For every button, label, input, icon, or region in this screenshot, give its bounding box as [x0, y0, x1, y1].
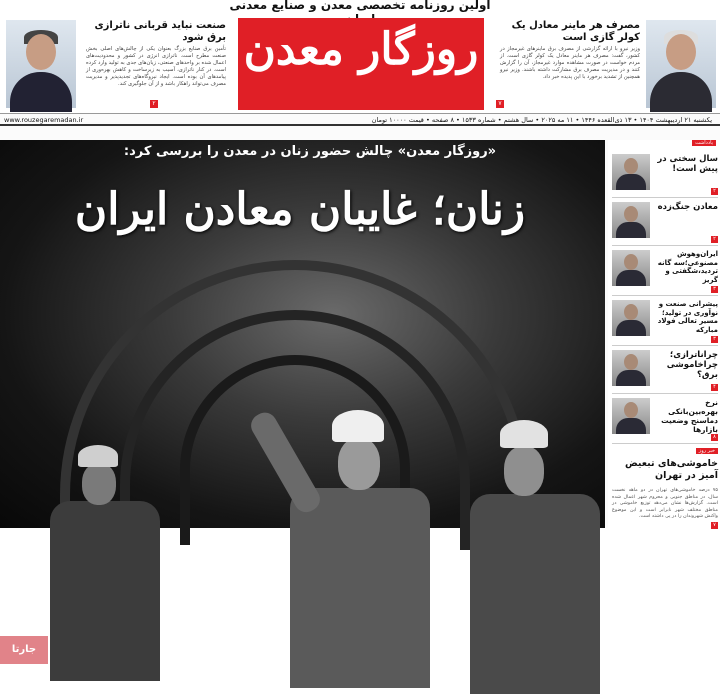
author-thumbnail	[612, 202, 650, 238]
sidebar-item[interactable]	[612, 348, 718, 394]
sidebar-item-page: ۲	[711, 188, 718, 195]
sidebar-item-title: پیشرانی صنعت و نوآوری در تولید؛ مسیر تعالی فولاد مبارکه	[657, 300, 718, 334]
sidebar-item-title: معادن جنگ‌زده	[657, 202, 718, 212]
author-thumbnail	[612, 250, 650, 286]
left-story-page: ۲	[150, 100, 158, 108]
miner-figure	[50, 445, 160, 675]
right-story-body: وزیر نیرو با ارائه گزارشی از مصرف برق ماینرهای غیرمجاز در کشور، گفت: مصرف هر ماینر معادل یک کولر گازی است. از مردم خواست در صورت مشاهده موارد غیرمجاز، آن را گزارش کنند و در مدیریت مصرف برق مشارکت داشته باشند. وزیر نیرو همچنین از تشدید برخورد با این پدیده خبر داد.	[500, 46, 640, 80]
main-kicker: «روزگار معدن» چالش حضور زنان در معدن را بررسی کرد:	[123, 144, 497, 159]
bottom-story-page: ۷	[711, 522, 718, 529]
right-story-title: مصرف هر ماینر معادل یک کولر گازی است	[511, 20, 640, 43]
author-thumbnail	[612, 398, 650, 434]
author-thumbnail	[612, 154, 650, 190]
watermark-logo: جارتا	[0, 636, 48, 664]
miner-figure	[470, 420, 600, 680]
sidebar-item[interactable]	[612, 248, 718, 296]
woman-miner-figure	[260, 410, 430, 680]
sidebar-column	[608, 140, 720, 528]
author-thumbnail	[612, 350, 650, 386]
sidebar-item-page: ۴	[711, 384, 718, 391]
main-story-photo[interactable]	[0, 140, 605, 655]
sidebar-item-title: چراناترازی؛ چراخاموشی برق؟	[666, 350, 718, 380]
sidebar-item[interactable]	[612, 152, 718, 198]
main-headline[interactable]: زنان؛ غایبان معادن ایران	[74, 184, 526, 235]
logo-text: روزگار معدن	[243, 24, 479, 75]
sidebar-item[interactable]	[612, 396, 718, 444]
logo[interactable]	[238, 18, 484, 110]
right-story-photo	[646, 20, 716, 108]
dateline-bar	[0, 114, 720, 126]
sidebar-item[interactable]	[612, 200, 718, 246]
right-story[interactable]	[490, 18, 718, 110]
sidebar-tag: یادداشت	[692, 140, 716, 146]
bottom-story-body: ۷۵ درصد خاموشی‌های تهران در دو ماهه نخست سال، در مناطق جنوبی و محروم شهر اعمال شده است. گزارش‌ها نشان می‌دهد توزیع خاموشی در مناطق مختلف شهر نابرابر است و این موضوع واکنش شهروندان را در پی داشته است.	[612, 488, 718, 519]
masthead-header	[0, 0, 720, 114]
sidebar-item-page: ۸	[711, 434, 718, 441]
sidebar-item-page: ۳	[711, 336, 718, 343]
bottom-story-tag: خبر روز	[696, 448, 718, 454]
author-thumbnail	[612, 300, 650, 336]
sidebar-item-title: ایران‌وهوش مصنوعی؛سه گانه تردید،شگفتی و گریز	[657, 250, 718, 284]
left-story-body: تأمین برق صنایع بزرگ بعنوان یکی از چالش‌های اصلی بخش صنعت مطرح است. ناترازی انرژی در کشور و محدودیت‌های اعمال شده بر واحدهای صنعتی، زیان‌های جدی به تولید وارد کرده است. در کنار ناترازی، آسیب به زیرساخت و کاهش بهره‌وری از پیامدهای آن بوده است. ایجاد نیروگاه‌های تجدیدپذیر و مدیریت مصرف می‌تواند راهکار باشد و از آن جلوگیری کند.	[86, 46, 226, 87]
tagline: اولین روزنامه تخصصی معدن و صنایع معدنی	[229, 0, 491, 12]
sidebar-item[interactable]	[612, 298, 718, 346]
sidebar-item-title: سال سختی در پیش است!	[657, 154, 718, 174]
left-story-photo	[6, 20, 76, 108]
right-story-page: ۷	[496, 100, 504, 108]
left-story-title: صنعت نباید قربانی ناترازی برق شود	[94, 20, 226, 43]
issue-date: یکشنبه ۲۱ اردیبهشت ۱۴۰۴ • ۱۳ ذی‌القعده ۱۴۴۶ • ۱۱ مه ۲۰۲۵ • سال هشتم • شماره ۱۵۳۳ • ۸ صفحه • قیمت ۱۰۰۰۰ تومان	[371, 116, 712, 124]
sidebar-item-title: نرخ بهره‌بین‌بانکی دماسنج وضعیت بازارها	[661, 398, 718, 434]
sidebar-item-page: ۲	[711, 236, 718, 243]
left-story[interactable]	[4, 18, 232, 110]
website-url[interactable]: www.rouzegaremadan.ir	[4, 116, 84, 124]
sidebar-item-page: ۳	[711, 286, 718, 293]
bottom-story-title: خاموشی‌های تبعیض آمیز در تهران	[624, 458, 718, 481]
